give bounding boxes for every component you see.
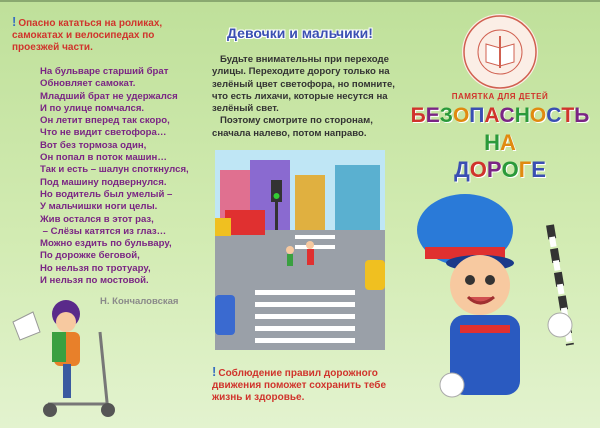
title-letter: Н bbox=[514, 104, 530, 127]
title-letter: О bbox=[452, 104, 470, 127]
title-letter: О bbox=[501, 157, 519, 182]
poem-line: Младший брат не удержался bbox=[40, 90, 178, 102]
exclamation-icon: ! bbox=[212, 364, 217, 379]
ministry-seal-logo bbox=[460, 12, 540, 92]
title-letter: Д bbox=[454, 157, 470, 182]
title-letter: С bbox=[546, 104, 562, 127]
street-crossing-illustration bbox=[215, 150, 385, 350]
poem-line: Он летит вперед так скоро, bbox=[40, 115, 170, 127]
scooter-warning bbox=[12, 16, 197, 54]
poem-line: Под машину подвернулся. bbox=[40, 176, 167, 188]
title-letter: Б bbox=[410, 104, 426, 127]
title-letter: Е bbox=[425, 104, 440, 127]
title-letter: Т bbox=[561, 104, 575, 127]
poem-line: Жив остался в этот раз, bbox=[40, 213, 154, 225]
title-letter: П bbox=[469, 104, 485, 127]
title-line-safety bbox=[400, 104, 600, 128]
safety-note bbox=[212, 366, 397, 404]
traffic-officer-boy-illustration bbox=[410, 185, 600, 425]
poem-line: Но водитель был умелый – bbox=[40, 188, 173, 200]
poem-line: По дорожке беговой, bbox=[40, 250, 140, 262]
poem-author: Н. Кончаловская bbox=[100, 296, 179, 307]
title-letter: Ь bbox=[574, 104, 590, 127]
title-letter: А bbox=[484, 104, 500, 127]
poem-line: У мальчишки ноги целы. bbox=[40, 201, 158, 213]
poem-line: Можно ездить по бульвару, bbox=[40, 238, 172, 250]
poem-line: Что не видит светофора… bbox=[40, 127, 167, 139]
poem bbox=[40, 66, 189, 287]
title-letter: А bbox=[500, 130, 516, 155]
title-line-road bbox=[400, 158, 600, 182]
title-line-on bbox=[400, 131, 600, 155]
safety-note-text: Соблюдение правил дорожного движения поможет сохранить тебе жизнь и здоровье. bbox=[212, 368, 387, 403]
poem-line: Обновляет самокат. bbox=[40, 78, 136, 90]
section-title: Девочки и мальчики! bbox=[227, 25, 373, 41]
advice-paragraph: Поэтому смотрите по сторонам, сначала налево, потом направо. bbox=[212, 115, 373, 139]
title-letter: Р bbox=[486, 157, 502, 182]
poem-line: Он попал в поток машин… bbox=[40, 152, 167, 164]
crossing-advice bbox=[212, 54, 397, 140]
warning-text: Опасно кататься на роликах, самокатах и велосипедах по проезжей части. bbox=[12, 18, 163, 53]
poem-line: Но нельзя по тротуару, bbox=[40, 262, 151, 274]
poem-line: И нельзя по мостовой. bbox=[40, 275, 149, 287]
poem-line: – Слёзы катятся из глаз… bbox=[40, 225, 167, 237]
poem-line: На бульваре старший брат bbox=[40, 66, 169, 77]
title-letter: Н bbox=[484, 130, 500, 155]
title-letter: Е bbox=[531, 157, 546, 182]
poem-line: И по улице помчался. bbox=[40, 102, 145, 114]
title-letter: О bbox=[529, 104, 547, 127]
poem-line: Вот без тормоза один, bbox=[40, 139, 147, 151]
advice-paragraph: Будьте внимательны при переходе улицы. Переходите дорогу только на зелёный цвет светофора, но помните, что есть лихачи, которые несутся на зелёный свет. bbox=[212, 54, 395, 115]
boy-on-scooter-illustration bbox=[8, 292, 138, 422]
title-letter: О bbox=[469, 157, 487, 182]
title-letter: З bbox=[439, 104, 453, 127]
brochure-subtitle: ПАМЯТКА ДЛЯ ДЕТЕЙ bbox=[451, 92, 549, 101]
poem-line: Так и есть – шалун споткнулся, bbox=[40, 164, 189, 176]
exclamation-icon: ! bbox=[12, 14, 17, 29]
title-letter: Г bbox=[518, 157, 532, 182]
title-letter: С bbox=[499, 104, 515, 127]
